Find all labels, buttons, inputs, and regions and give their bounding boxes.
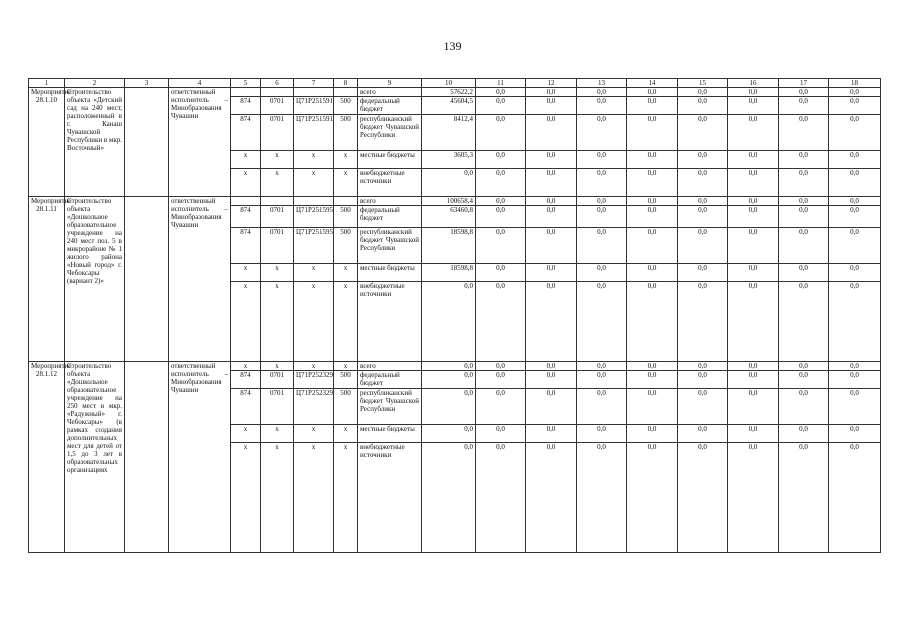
- cell-year-amount: 0,0: [627, 389, 678, 425]
- cell-year-amount: 0,0: [526, 151, 577, 169]
- cell-expense-type: 500: [334, 228, 358, 264]
- cell-funding-source: местные бюджеты: [358, 264, 422, 282]
- cell-year-amount: 0,0: [678, 371, 728, 389]
- cell-year-amount: 0,0: [526, 169, 577, 197]
- cell-year-amount: 0,0: [779, 169, 829, 197]
- cell-year-amount: 0,0: [829, 88, 881, 97]
- cell-year-amount: 0,0: [678, 151, 728, 169]
- cell-year-amount: 0,0: [779, 151, 829, 169]
- cell-year-amount: 0,0: [779, 197, 829, 206]
- cell-year-amount: 0,0: [728, 264, 779, 282]
- cell-year-amount: 0,0: [577, 97, 627, 115]
- measure-executor: ответственный исполнитель – Минобразования Чувашии: [169, 362, 231, 553]
- cell-section: x: [261, 264, 294, 282]
- cell-year-amount: 0,0: [779, 282, 829, 362]
- cell-year-amount: 0,0: [779, 115, 829, 151]
- cell-target-article: [294, 197, 334, 206]
- cell-year-amount: 0,0: [526, 443, 577, 553]
- cell-year-amount: 0,0: [627, 206, 678, 228]
- cell-year-amount: 0,0: [476, 115, 526, 151]
- cell-section: x: [261, 169, 294, 197]
- cell-grbs: [231, 197, 261, 206]
- cell-section: 0701: [261, 228, 294, 264]
- cell-grbs: x: [231, 425, 261, 443]
- cell-year-amount: 0,0: [779, 443, 829, 553]
- column-header: 13: [577, 79, 627, 88]
- cell-year-amount: 0,0: [779, 228, 829, 264]
- cell-year-amount: 0,0: [779, 264, 829, 282]
- cell-section: 0701: [261, 389, 294, 425]
- cell-target-article: x: [294, 282, 334, 362]
- cell-year-amount: 0,0: [577, 282, 627, 362]
- cell-year-amount: 0,0: [678, 197, 728, 206]
- cell-expense-type: x: [334, 362, 358, 371]
- cell-amount: 0,0: [422, 425, 476, 443]
- cell-year-amount: 0,0: [476, 443, 526, 553]
- cell-year-amount: 0,0: [476, 282, 526, 362]
- cell-year-amount: 0,0: [577, 362, 627, 371]
- cell-amount: 8412,4: [422, 115, 476, 151]
- cell-year-amount: 0,0: [829, 443, 881, 553]
- cell-year-amount: 0,0: [577, 389, 627, 425]
- cell-year-amount: 0,0: [476, 264, 526, 282]
- cell-grbs: x: [231, 264, 261, 282]
- cell-year-amount: 0,0: [728, 362, 779, 371]
- cell-year-amount: 0,0: [526, 371, 577, 389]
- cell-funding-source: федеральный бюджет: [358, 206, 422, 228]
- cell-target-article: Ц71Р251591: [294, 115, 334, 151]
- measure-id: Мероприятие 28.1.12: [29, 362, 65, 553]
- column-header: 2: [65, 79, 125, 88]
- cell-year-amount: 0,0: [526, 97, 577, 115]
- cell-funding-source: всего: [358, 88, 422, 97]
- cell-year-amount: 0,0: [577, 371, 627, 389]
- cell-year-amount: 0,0: [728, 228, 779, 264]
- cell-year-amount: 0,0: [627, 443, 678, 553]
- cell-expense-type: x: [334, 169, 358, 197]
- cell-year-amount: 0,0: [476, 389, 526, 425]
- cell-year-amount: 0,0: [526, 264, 577, 282]
- cell-target-article: Ц71Р251595: [294, 228, 334, 264]
- column-header: 7: [294, 79, 334, 88]
- column-header: 9: [358, 79, 422, 88]
- measure-executor: ответственный исполнитель – Минобразования Чувашии: [169, 88, 231, 197]
- cell-section: [261, 88, 294, 97]
- cell-section: 0701: [261, 97, 294, 115]
- measure-col3: [125, 362, 169, 553]
- cell-year-amount: 0,0: [728, 151, 779, 169]
- cell-year-amount: 0,0: [678, 228, 728, 264]
- cell-year-amount: 0,0: [678, 389, 728, 425]
- cell-grbs: 874: [231, 97, 261, 115]
- cell-year-amount: 0,0: [779, 371, 829, 389]
- cell-target-article: Ц71Р251591: [294, 97, 334, 115]
- cell-year-amount: 0,0: [577, 197, 627, 206]
- cell-section: x: [261, 425, 294, 443]
- column-header: 3: [125, 79, 169, 88]
- cell-section: [261, 197, 294, 206]
- cell-section: 0701: [261, 371, 294, 389]
- cell-amount: 18598,8: [422, 264, 476, 282]
- cell-year-amount: 0,0: [829, 169, 881, 197]
- cell-funding-source: внебюджетные источники: [358, 282, 422, 362]
- column-header: 14: [627, 79, 678, 88]
- cell-year-amount: 0,0: [728, 169, 779, 197]
- cell-expense-type: x: [334, 443, 358, 553]
- cell-target-article: x: [294, 151, 334, 169]
- cell-year-amount: 0,0: [577, 425, 627, 443]
- cell-grbs: 874: [231, 228, 261, 264]
- cell-funding-source: федеральный бюджет: [358, 371, 422, 389]
- cell-year-amount: 0,0: [577, 169, 627, 197]
- cell-funding-source: внебюджетные источники: [358, 443, 422, 553]
- cell-amount: 0,0: [422, 362, 476, 371]
- cell-funding-source: республиканский бюджет Чувашской Республики: [358, 389, 422, 425]
- cell-expense-type: x: [334, 264, 358, 282]
- cell-target-article: Ц71Р252329: [294, 389, 334, 425]
- cell-funding-source: федеральный бюджет: [358, 97, 422, 115]
- table-row: [29, 362, 881, 371]
- cell-target-article: x: [294, 362, 334, 371]
- cell-year-amount: 0,0: [678, 115, 728, 151]
- cell-section: x: [261, 282, 294, 362]
- cell-grbs: 874: [231, 389, 261, 425]
- cell-amount: 0,0: [422, 443, 476, 553]
- cell-year-amount: 0,0: [526, 197, 577, 206]
- cell-expense-type: [334, 88, 358, 97]
- page-number: 139: [443, 39, 462, 53]
- cell-year-amount: 0,0: [627, 197, 678, 206]
- cell-year-amount: 0,0: [678, 362, 728, 371]
- cell-target-article: x: [294, 443, 334, 553]
- cell-expense-type: 500: [334, 389, 358, 425]
- cell-year-amount: 0,0: [476, 425, 526, 443]
- cell-year-amount: 0,0: [627, 282, 678, 362]
- cell-year-amount: 0,0: [627, 115, 678, 151]
- cell-year-amount: 0,0: [627, 169, 678, 197]
- cell-expense-type: [334, 197, 358, 206]
- cell-target-article: x: [294, 169, 334, 197]
- cell-amount: 0,0: [422, 169, 476, 197]
- cell-year-amount: 0,0: [526, 389, 577, 425]
- column-header: 18: [829, 79, 881, 88]
- cell-year-amount: 0,0: [526, 115, 577, 151]
- column-header: 4: [169, 79, 231, 88]
- cell-target-article: x: [294, 425, 334, 443]
- cell-grbs: 874: [231, 371, 261, 389]
- cell-year-amount: 0,0: [476, 197, 526, 206]
- cell-section: x: [261, 362, 294, 371]
- cell-funding-source: республиканский бюджет Чувашской Республики: [358, 115, 422, 151]
- cell-year-amount: 0,0: [829, 197, 881, 206]
- table-row: [29, 197, 881, 206]
- cell-year-amount: 0,0: [526, 362, 577, 371]
- cell-year-amount: 0,0: [577, 88, 627, 97]
- cell-year-amount: 0,0: [678, 443, 728, 553]
- measure-name: Строительство объекта «Дошкольное образовательное учреждение на 240 мест поз. 5 в микрорайоне № 1 жилого района «Новый город» г. Чебоксары (вариант 2)»: [65, 197, 125, 362]
- cell-amount: 57622,2: [422, 88, 476, 97]
- measure-col3: [125, 197, 169, 362]
- column-header: 15: [678, 79, 728, 88]
- measure-executor: ответственный исполнитель – Минобразования Чувашии: [169, 197, 231, 362]
- cell-grbs: x: [231, 362, 261, 371]
- cell-year-amount: 0,0: [728, 371, 779, 389]
- cell-grbs: 874: [231, 115, 261, 151]
- cell-year-amount: 0,0: [678, 282, 728, 362]
- cell-year-amount: 0,0: [476, 88, 526, 97]
- cell-amount: 100658,4: [422, 197, 476, 206]
- measure-id: Мероприятие 28.1.10: [29, 88, 65, 197]
- cell-year-amount: 0,0: [728, 443, 779, 553]
- cell-year-amount: 0,0: [577, 206, 627, 228]
- table-row: [29, 88, 881, 97]
- cell-target-article: Ц71Р251595: [294, 206, 334, 228]
- cell-funding-source: республиканский бюджет Чувашской Республики: [358, 228, 422, 264]
- cell-year-amount: 0,0: [476, 169, 526, 197]
- cell-year-amount: 0,0: [678, 169, 728, 197]
- cell-funding-source: местные бюджеты: [358, 425, 422, 443]
- cell-year-amount: 0,0: [728, 197, 779, 206]
- cell-year-amount: 0,0: [526, 88, 577, 97]
- cell-year-amount: 0,0: [577, 264, 627, 282]
- cell-year-amount: 0,0: [627, 151, 678, 169]
- measure-col3: [125, 88, 169, 197]
- cell-year-amount: 0,0: [577, 228, 627, 264]
- cell-expense-type: 500: [334, 371, 358, 389]
- cell-year-amount: 0,0: [526, 282, 577, 362]
- cell-year-amount: 0,0: [476, 151, 526, 169]
- column-header: 16: [728, 79, 779, 88]
- cell-year-amount: 0,0: [829, 389, 881, 425]
- cell-year-amount: 0,0: [728, 115, 779, 151]
- column-header: 8: [334, 79, 358, 88]
- cell-year-amount: 0,0: [476, 371, 526, 389]
- cell-expense-type: 500: [334, 97, 358, 115]
- cell-amount: 45604,5: [422, 97, 476, 115]
- cell-year-amount: 0,0: [476, 97, 526, 115]
- cell-target-article: Ц71Р252329: [294, 371, 334, 389]
- budget-table: [28, 78, 881, 553]
- cell-year-amount: 0,0: [779, 88, 829, 97]
- cell-amount: 3605,3: [422, 151, 476, 169]
- cell-funding-source: местные бюджеты: [358, 151, 422, 169]
- cell-year-amount: 0,0: [678, 88, 728, 97]
- cell-year-amount: 0,0: [728, 206, 779, 228]
- cell-amount: 63460,8: [422, 206, 476, 228]
- cell-section: x: [261, 443, 294, 553]
- cell-year-amount: 0,0: [627, 264, 678, 282]
- cell-amount: 0,0: [422, 371, 476, 389]
- cell-funding-source: всего: [358, 197, 422, 206]
- cell-year-amount: 0,0: [678, 206, 728, 228]
- cell-amount: 0,0: [422, 282, 476, 362]
- cell-amount: 0,0: [422, 389, 476, 425]
- cell-grbs: x: [231, 443, 261, 553]
- cell-year-amount: 0,0: [829, 206, 881, 228]
- cell-year-amount: 0,0: [476, 206, 526, 228]
- cell-target-article: [294, 88, 334, 97]
- cell-year-amount: 0,0: [829, 425, 881, 443]
- cell-year-amount: 0,0: [779, 362, 829, 371]
- cell-year-amount: 0,0: [627, 425, 678, 443]
- cell-year-amount: 0,0: [526, 228, 577, 264]
- cell-grbs: x: [231, 169, 261, 197]
- cell-year-amount: 0,0: [728, 425, 779, 443]
- column-header: 6: [261, 79, 294, 88]
- header-row: [29, 79, 881, 88]
- measure-name: Строительство объекта «Детский сад на 240 мест, расположенный в г. Канаш Чувашской Республики в мкр. Восточный»: [65, 88, 125, 197]
- cell-section: x: [261, 151, 294, 169]
- cell-expense-type: 500: [334, 115, 358, 151]
- cell-year-amount: 0,0: [829, 362, 881, 371]
- cell-year-amount: 0,0: [779, 97, 829, 115]
- cell-year-amount: 0,0: [627, 228, 678, 264]
- cell-year-amount: 0,0: [728, 88, 779, 97]
- cell-year-amount: 0,0: [829, 228, 881, 264]
- cell-year-amount: 0,0: [829, 282, 881, 362]
- cell-year-amount: 0,0: [829, 264, 881, 282]
- cell-year-amount: 0,0: [678, 264, 728, 282]
- cell-year-amount: 0,0: [829, 97, 881, 115]
- cell-year-amount: 0,0: [577, 151, 627, 169]
- measure-name: Строительство объекта «Дошкольное образовательное учреждение на 250 мест в мкр. «Радужный» г. Чебоксары» (в рамках создания дополнительных мест для детей от 1,5 до 3 лет в образовательных организациях: [65, 362, 125, 553]
- cell-grbs: x: [231, 151, 261, 169]
- measure-id: Мероприятие 28.1.11: [29, 197, 65, 362]
- cell-year-amount: 0,0: [779, 206, 829, 228]
- cell-year-amount: 0,0: [526, 425, 577, 443]
- column-header: 5: [231, 79, 261, 88]
- cell-year-amount: 0,0: [829, 151, 881, 169]
- cell-expense-type: 500: [334, 206, 358, 228]
- cell-year-amount: 0,0: [476, 362, 526, 371]
- cell-year-amount: 0,0: [779, 389, 829, 425]
- cell-expense-type: x: [334, 425, 358, 443]
- cell-year-amount: 0,0: [627, 371, 678, 389]
- cell-year-amount: 0,0: [829, 115, 881, 151]
- cell-grbs: 874: [231, 206, 261, 228]
- cell-expense-type: x: [334, 151, 358, 169]
- cell-year-amount: 0,0: [577, 115, 627, 151]
- cell-grbs: x: [231, 282, 261, 362]
- cell-year-amount: 0,0: [678, 425, 728, 443]
- column-header: 11: [476, 79, 526, 88]
- cell-year-amount: 0,0: [526, 206, 577, 228]
- cell-year-amount: 0,0: [627, 362, 678, 371]
- column-header: 1: [29, 79, 65, 88]
- cell-year-amount: 0,0: [728, 389, 779, 425]
- cell-year-amount: 0,0: [829, 371, 881, 389]
- cell-section: 0701: [261, 206, 294, 228]
- cell-year-amount: 0,0: [728, 282, 779, 362]
- cell-year-amount: 0,0: [627, 88, 678, 97]
- cell-funding-source: всего: [358, 362, 422, 371]
- cell-year-amount: 0,0: [577, 443, 627, 553]
- cell-year-amount: 0,0: [476, 228, 526, 264]
- cell-expense-type: x: [334, 282, 358, 362]
- cell-funding-source: внебюджетные источники: [358, 169, 422, 197]
- column-header: 10: [422, 79, 476, 88]
- cell-year-amount: 0,0: [728, 97, 779, 115]
- cell-year-amount: 0,0: [779, 425, 829, 443]
- cell-grbs: [231, 88, 261, 97]
- cell-amount: 18598,8: [422, 228, 476, 264]
- cell-section: 0701: [261, 115, 294, 151]
- cell-year-amount: 0,0: [678, 97, 728, 115]
- cell-year-amount: 0,0: [627, 97, 678, 115]
- cell-target-article: x: [294, 264, 334, 282]
- column-header: 17: [779, 79, 829, 88]
- column-header: 12: [526, 79, 577, 88]
